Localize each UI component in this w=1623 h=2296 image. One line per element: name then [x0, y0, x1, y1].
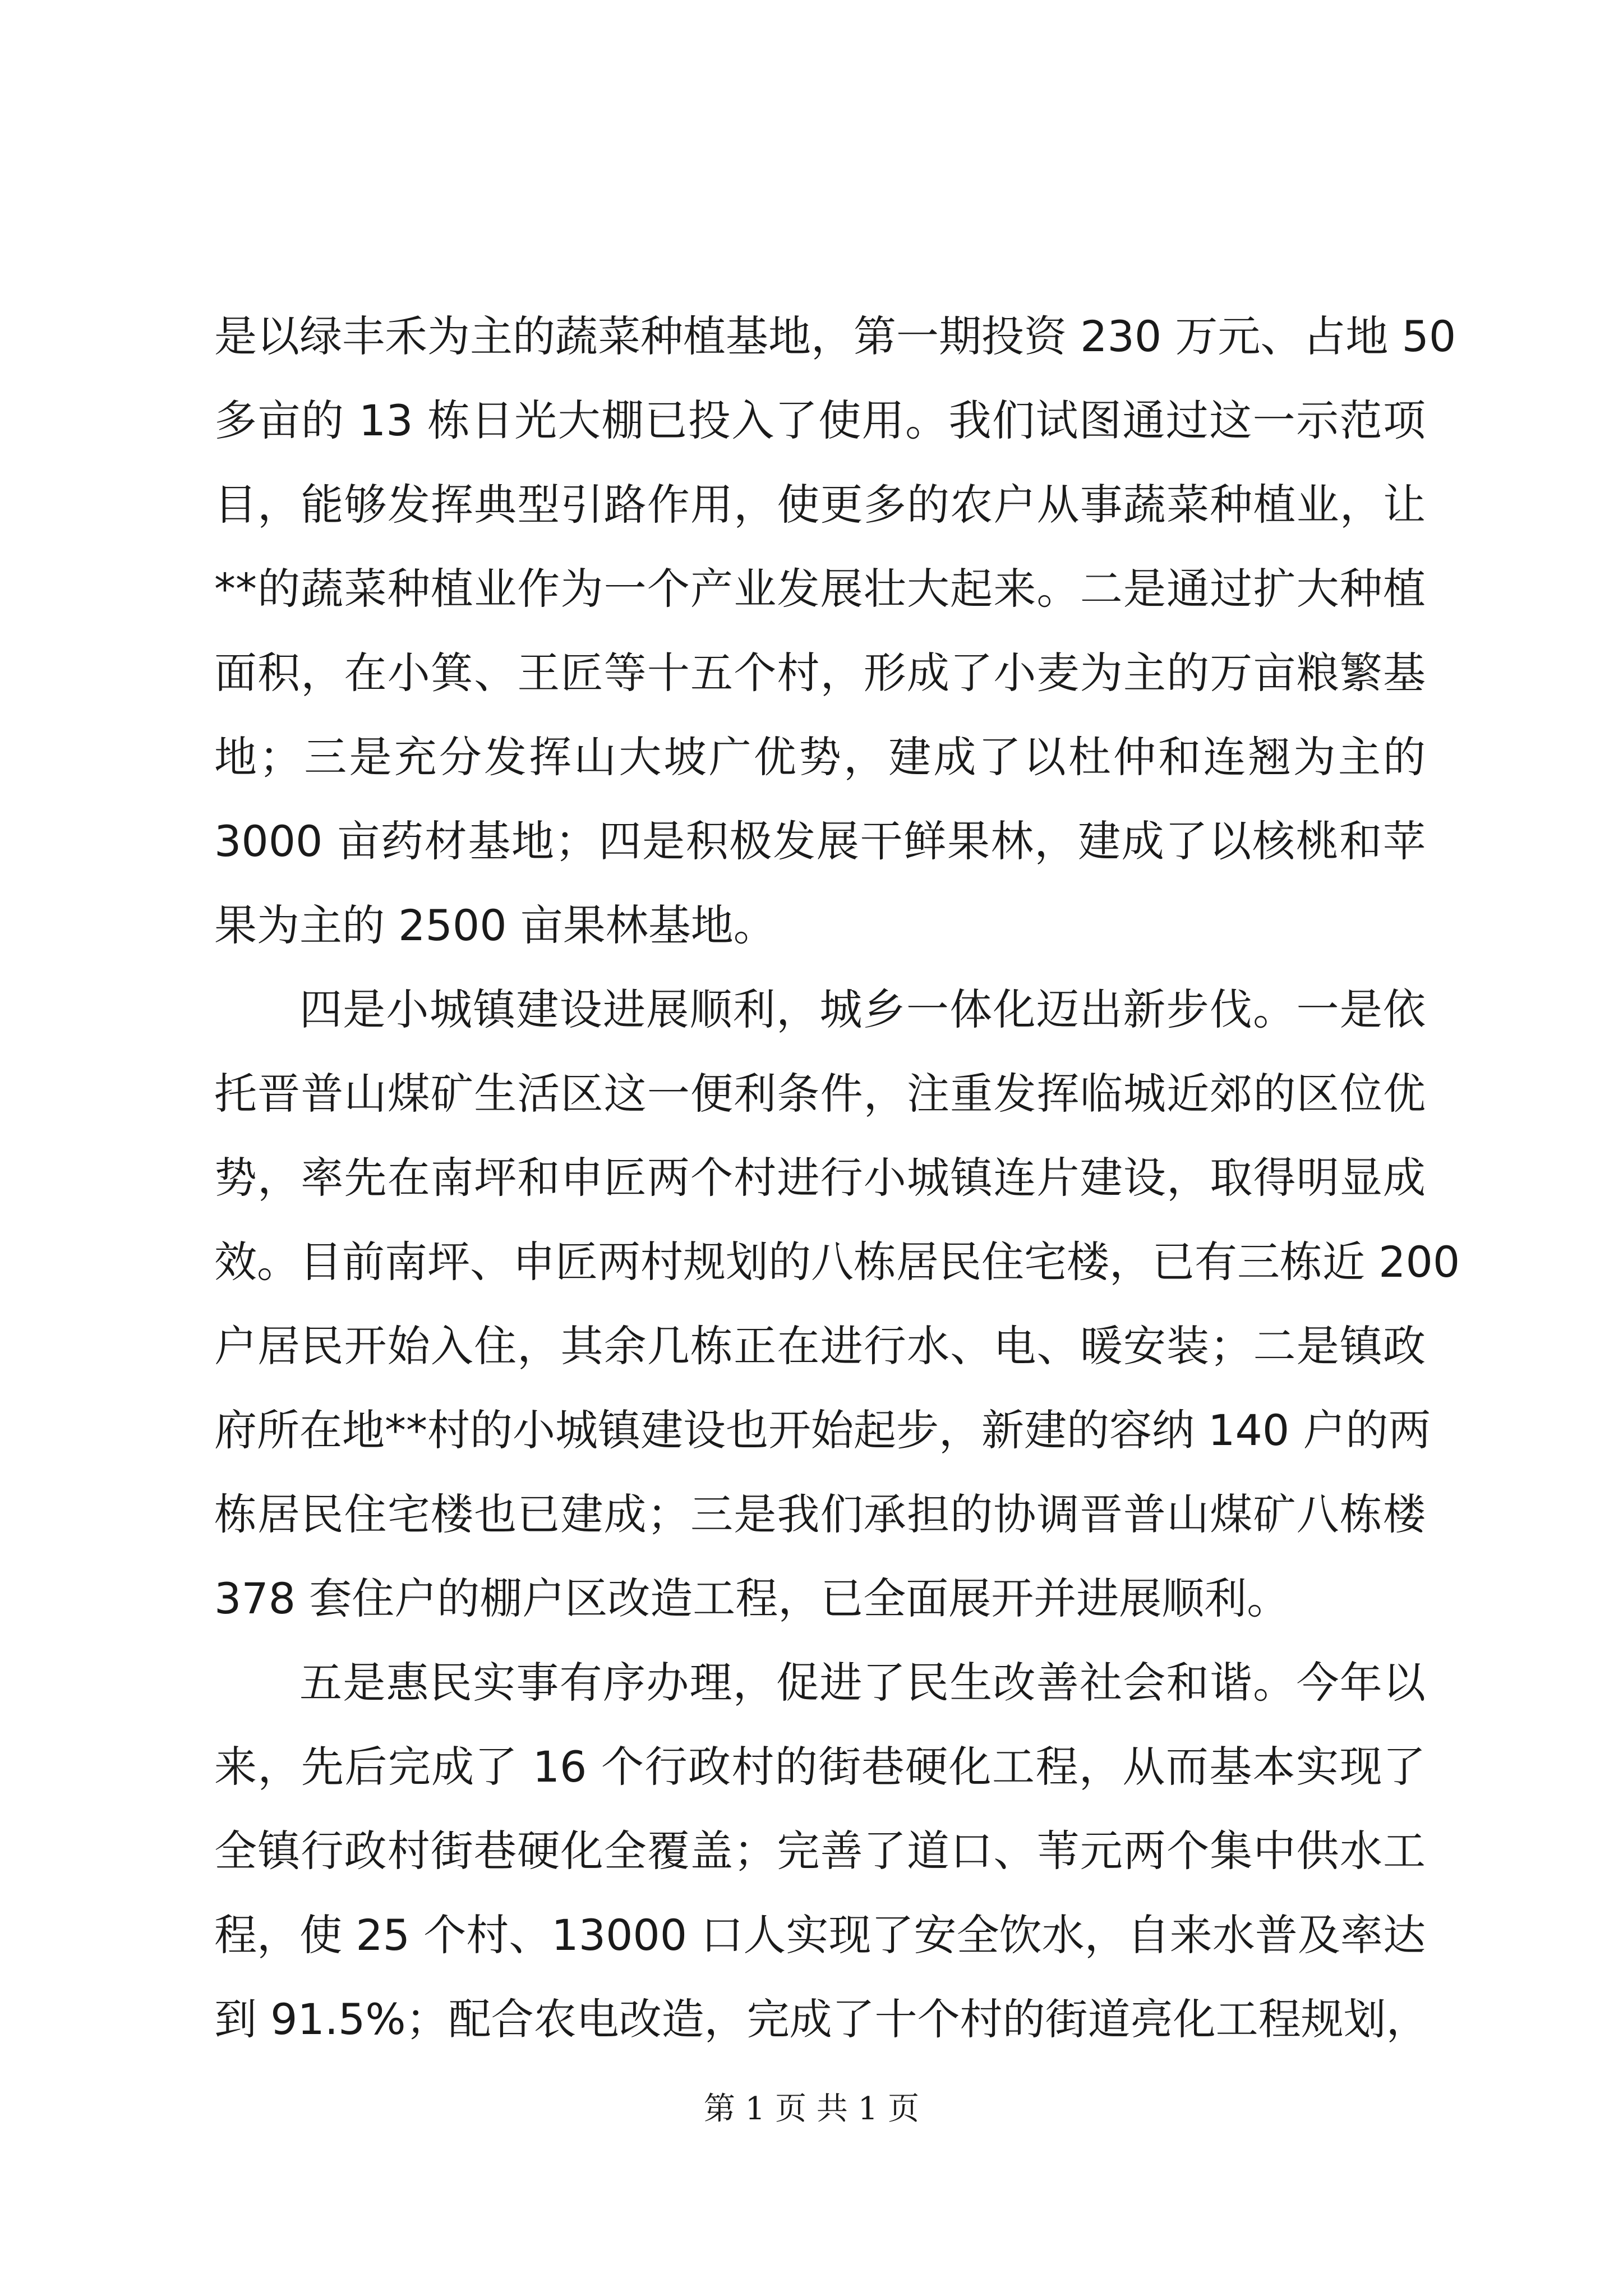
body-text-line: 3000 亩药材基地；四是积极发展干鲜果林，建成了以核桃和苹	[214, 816, 1426, 866]
body-text-line: 户居民开始入住，其余几栋正在进行水、电、暖安装；二是镇政	[214, 1321, 1426, 1371]
body-text-line: 程，使 25 个村、13000 口人实现了安全饮水，自来水普及率达	[214, 1910, 1426, 1960]
body-text-line: 378 套住户的棚户区改造工程，已全面展开并进展顺利。	[214, 1573, 1290, 1623]
body-text-line: 效。目前南坪、申匠两村规划的八栋居民住宅楼，已有三栋近 200	[214, 1237, 1460, 1287]
body-text-line: **的蔬菜种植业作为一个产业发展壮大起来。二是通过扩大种植	[214, 564, 1426, 614]
body-text-line: 栋居民住宅楼也已建成；三是我们承担的协调晋普山煤矿八栋楼	[214, 1489, 1426, 1539]
body-text-line: 多亩的 13 栋日光大棚已投入了使用。我们试图通过这一示范项	[214, 395, 1426, 445]
paragraph-first-line: 四是小城镇建设进展顺利，城乡一体化迈出新步伐。一是依	[299, 984, 1426, 1034]
page-number-footer: 第 1 页 共 1 页	[703, 2091, 920, 2127]
body-text-line: 托晋普山煤矿生活区这一便利条件，注重发挥临城近郊的区位优	[214, 1069, 1426, 1119]
body-text-line: 地；三是充分发挥山大坡广优势，建成了以杜仲和连翘为主的	[214, 732, 1426, 782]
body-text-line: 势，率先在南坪和申匠两个村进行小城镇连片建设，取得明显成	[214, 1153, 1426, 1203]
body-text-line: 全镇行政村街巷硬化全覆盖；完善了道口、苇元两个集中供水工	[214, 1826, 1426, 1876]
paragraph-first-line: 五是惠民实事有序办理，促进了民生改善社会和谐。今年以	[299, 1658, 1426, 1708]
body-text-line: 面积，在小箕、王匠等十五个村，形成了小麦为主的万亩粮繁基	[214, 648, 1426, 698]
body-text-line: 果为主的 2500 亩果林基地。	[214, 900, 776, 950]
body-text-line: 目，能够发挥典型引路作用，使更多的农户从事蔬菜种植业，让	[214, 480, 1426, 530]
body-text-line: 是以绿丰禾为主的蔬菜种植基地，第一期投资 230 万元、占地 50	[214, 311, 1456, 361]
body-text-line: 来，先后完成了 16 个行政村的街巷硬化工程，从而基本实现了	[214, 1742, 1426, 1792]
body-text-line: 府所在地**村的小城镇建设也开始起步，新建的容纳 140 户的两	[214, 1405, 1431, 1455]
body-text-line: 到 91.5%；配合农电改造，完成了十个村的街道亮化工程规划，	[214, 1994, 1429, 2044]
